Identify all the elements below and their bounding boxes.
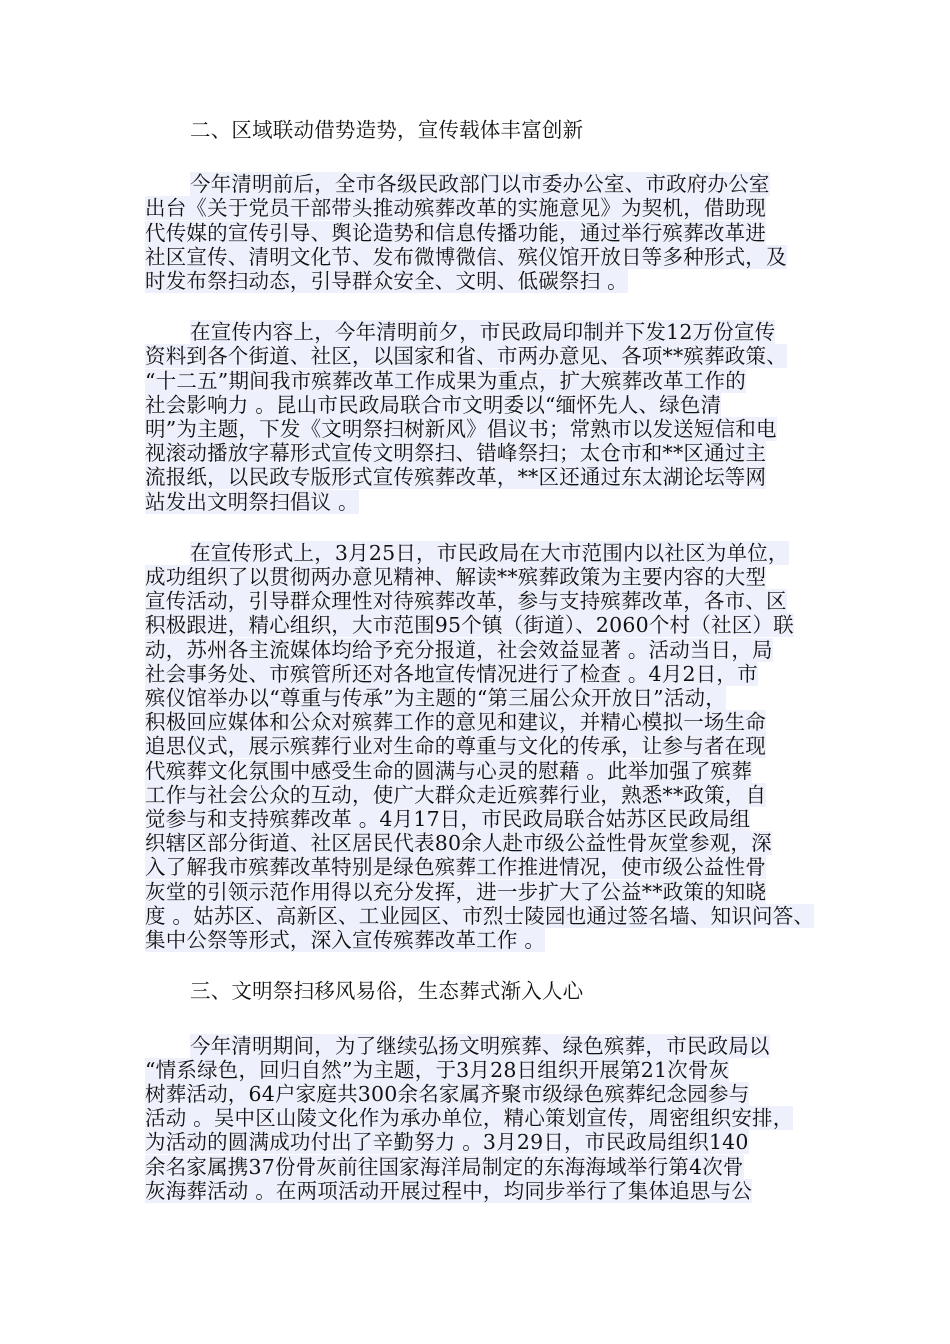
- text-line: “情系绿色，回归自然”为主题，于3月28日组织开展第21次骨灰: [145, 1057, 730, 1082]
- text-line: 殡仪馆举办以“尊重与传承”为主题的“第三届公众开放日”活动，: [145, 686, 726, 711]
- text-line: 为活动的圆满成功付出了辛勤努力 。3月29日，市民政局组织140: [145, 1130, 749, 1155]
- text-line: 积极回应媒体和公众对殡葬工作的意见和建议，并精心模拟一场生命: [145, 710, 766, 735]
- text-line: 树葬活动，64户家庭共300余名家属齐聚市级绿色殡葬纪念园参与: [145, 1081, 750, 1106]
- section-heading: 三、文明祭扫移风易俗，生态葬式渐入人心: [190, 979, 584, 1004]
- text-line: 追思仪式，展示殡葬行业对生命的尊重与文化的传承，让参与者在现: [145, 734, 766, 759]
- text-line: 工作与社会公众的互动，使广大群众走近殡葬行业，熟悉**政策，自: [145, 782, 767, 807]
- text-line: 积极跟进，精心组织，大市范围95个镇（街道）、2060个村（社区）联: [145, 613, 794, 638]
- text-line: 织辖区部分街道、社区居民代表80余人赴市级公益性骨灰堂参观，深: [145, 831, 772, 856]
- text-line: 时发布祭扫动态，引导群众安全、文明、低碳祭扫 。: [145, 269, 628, 294]
- section-2: [145, 118, 835, 952]
- text-line: 活动 。吴中区山陵文化作为承办单位，精心策划宣传，周密组织安排，: [145, 1106, 794, 1131]
- text-line: 动，苏州各主流媒体均给予充分报道，社会效益显著 。活动当日，局: [145, 637, 773, 662]
- section-3: [145, 979, 835, 1203]
- text-line: 余名家属携37份骨灰前往国家海洋局制定的东海海域举行第4次骨: [145, 1154, 744, 1179]
- document-page: [145, 118, 835, 1230]
- text-line: 入了解我市殡葬改革特别是绿色殡葬工作推进情况，使市级公益性骨: [145, 855, 766, 880]
- text-line: 灰海葬活动 。在两项活动开展过程中，均同步举行了集体追思与公: [145, 1178, 753, 1203]
- text-line: 在宣传形式上，3月25日，市民政局在大市范围内以社区为单位，: [190, 540, 789, 565]
- text-line: 社会事务处、市殡管所还对各地宣传情况进行了检查 。4月2日，市: [145, 661, 758, 686]
- text-line: 视滚动播放字幕形式宣传文明祭扫、错峰祭扫；太仓市和**区通过主: [145, 441, 767, 466]
- text-line: 代传媒的宣传引导、舆论造势和信息传播功能，通过举行殡葬改革进: [145, 220, 766, 245]
- text-line: 觉参与和支持殡葬改革 。4月17日，市民政局联合姑苏区民政局组: [145, 807, 751, 832]
- text-line: 社会影响力 。昆山市民政局联合市文明委以“缅怀先人、绿色清: [145, 392, 722, 417]
- text-line: 度 。姑苏区、高新区、工业园区、市烈士陵园也通过签名墙、知识问答、: [145, 903, 815, 928]
- text-line: 宣传活动，引导群众理性对待殡葬改革，参与支持殡葬改革，各市、区: [145, 589, 787, 614]
- text-line: 明”为主题，下发《文明祭扫树新风》倡议书；常熟市以发送短信和电: [145, 417, 777, 442]
- section-heading: 二、区域联动借势造势，宣传载体丰富创新: [190, 118, 584, 142]
- paragraph: [145, 1034, 835, 1203]
- text-line: 今年清明期间，为了继续弘扬文明殡葬、绿色殡葬，市民政局以: [190, 1033, 770, 1058]
- text-line: 出台《关于党员干部带头推动殡葬改革的实施意见》为契机，借助现: [145, 196, 766, 221]
- text-line: 在宣传内容上，今年清明前夕，市民政局印制并下发12万份宣传: [190, 320, 776, 345]
- text-line: 集中公祭等形式，深入宣传殡葬改革工作 。: [145, 928, 546, 953]
- text-line: 代殡葬文化氛围中感受生命的圆满与心灵的慰藉 。此举加强了殡葬: [145, 758, 753, 783]
- paragraph: [145, 172, 835, 293]
- text-line: 流报纸，以民政专版形式宣传殡葬改革，**区还通过东太湖论坛等网: [145, 465, 767, 490]
- text-line: 站发出文明祭扫倡议 。: [145, 489, 359, 514]
- paragraph: [145, 541, 835, 952]
- paragraph: [145, 320, 835, 514]
- text-line: “十二五”期间我市殡葬改革工作成果为重点，扩大殡葬改革工作的: [145, 368, 746, 393]
- text-line: 今年清明前后，全市各级民政部门以市委办公室、市政府办公室: [190, 172, 770, 197]
- text-line: 社区宣传、清明文化节、发布微博微信、殡仪馆开放日等多种形式，及: [145, 244, 787, 269]
- text-line: 资料到各个街道、社区，以国家和省、市两办意见、各项**殡葬政策、: [145, 344, 787, 369]
- text-line: 灰堂的引领示范作用得以充分发挥，进一步扩大了公益**政策的知晓: [145, 879, 767, 904]
- text-line: 成功组织了以贯彻两办意见精神、解读**殡葬政策为主要内容的大型: [145, 565, 767, 590]
